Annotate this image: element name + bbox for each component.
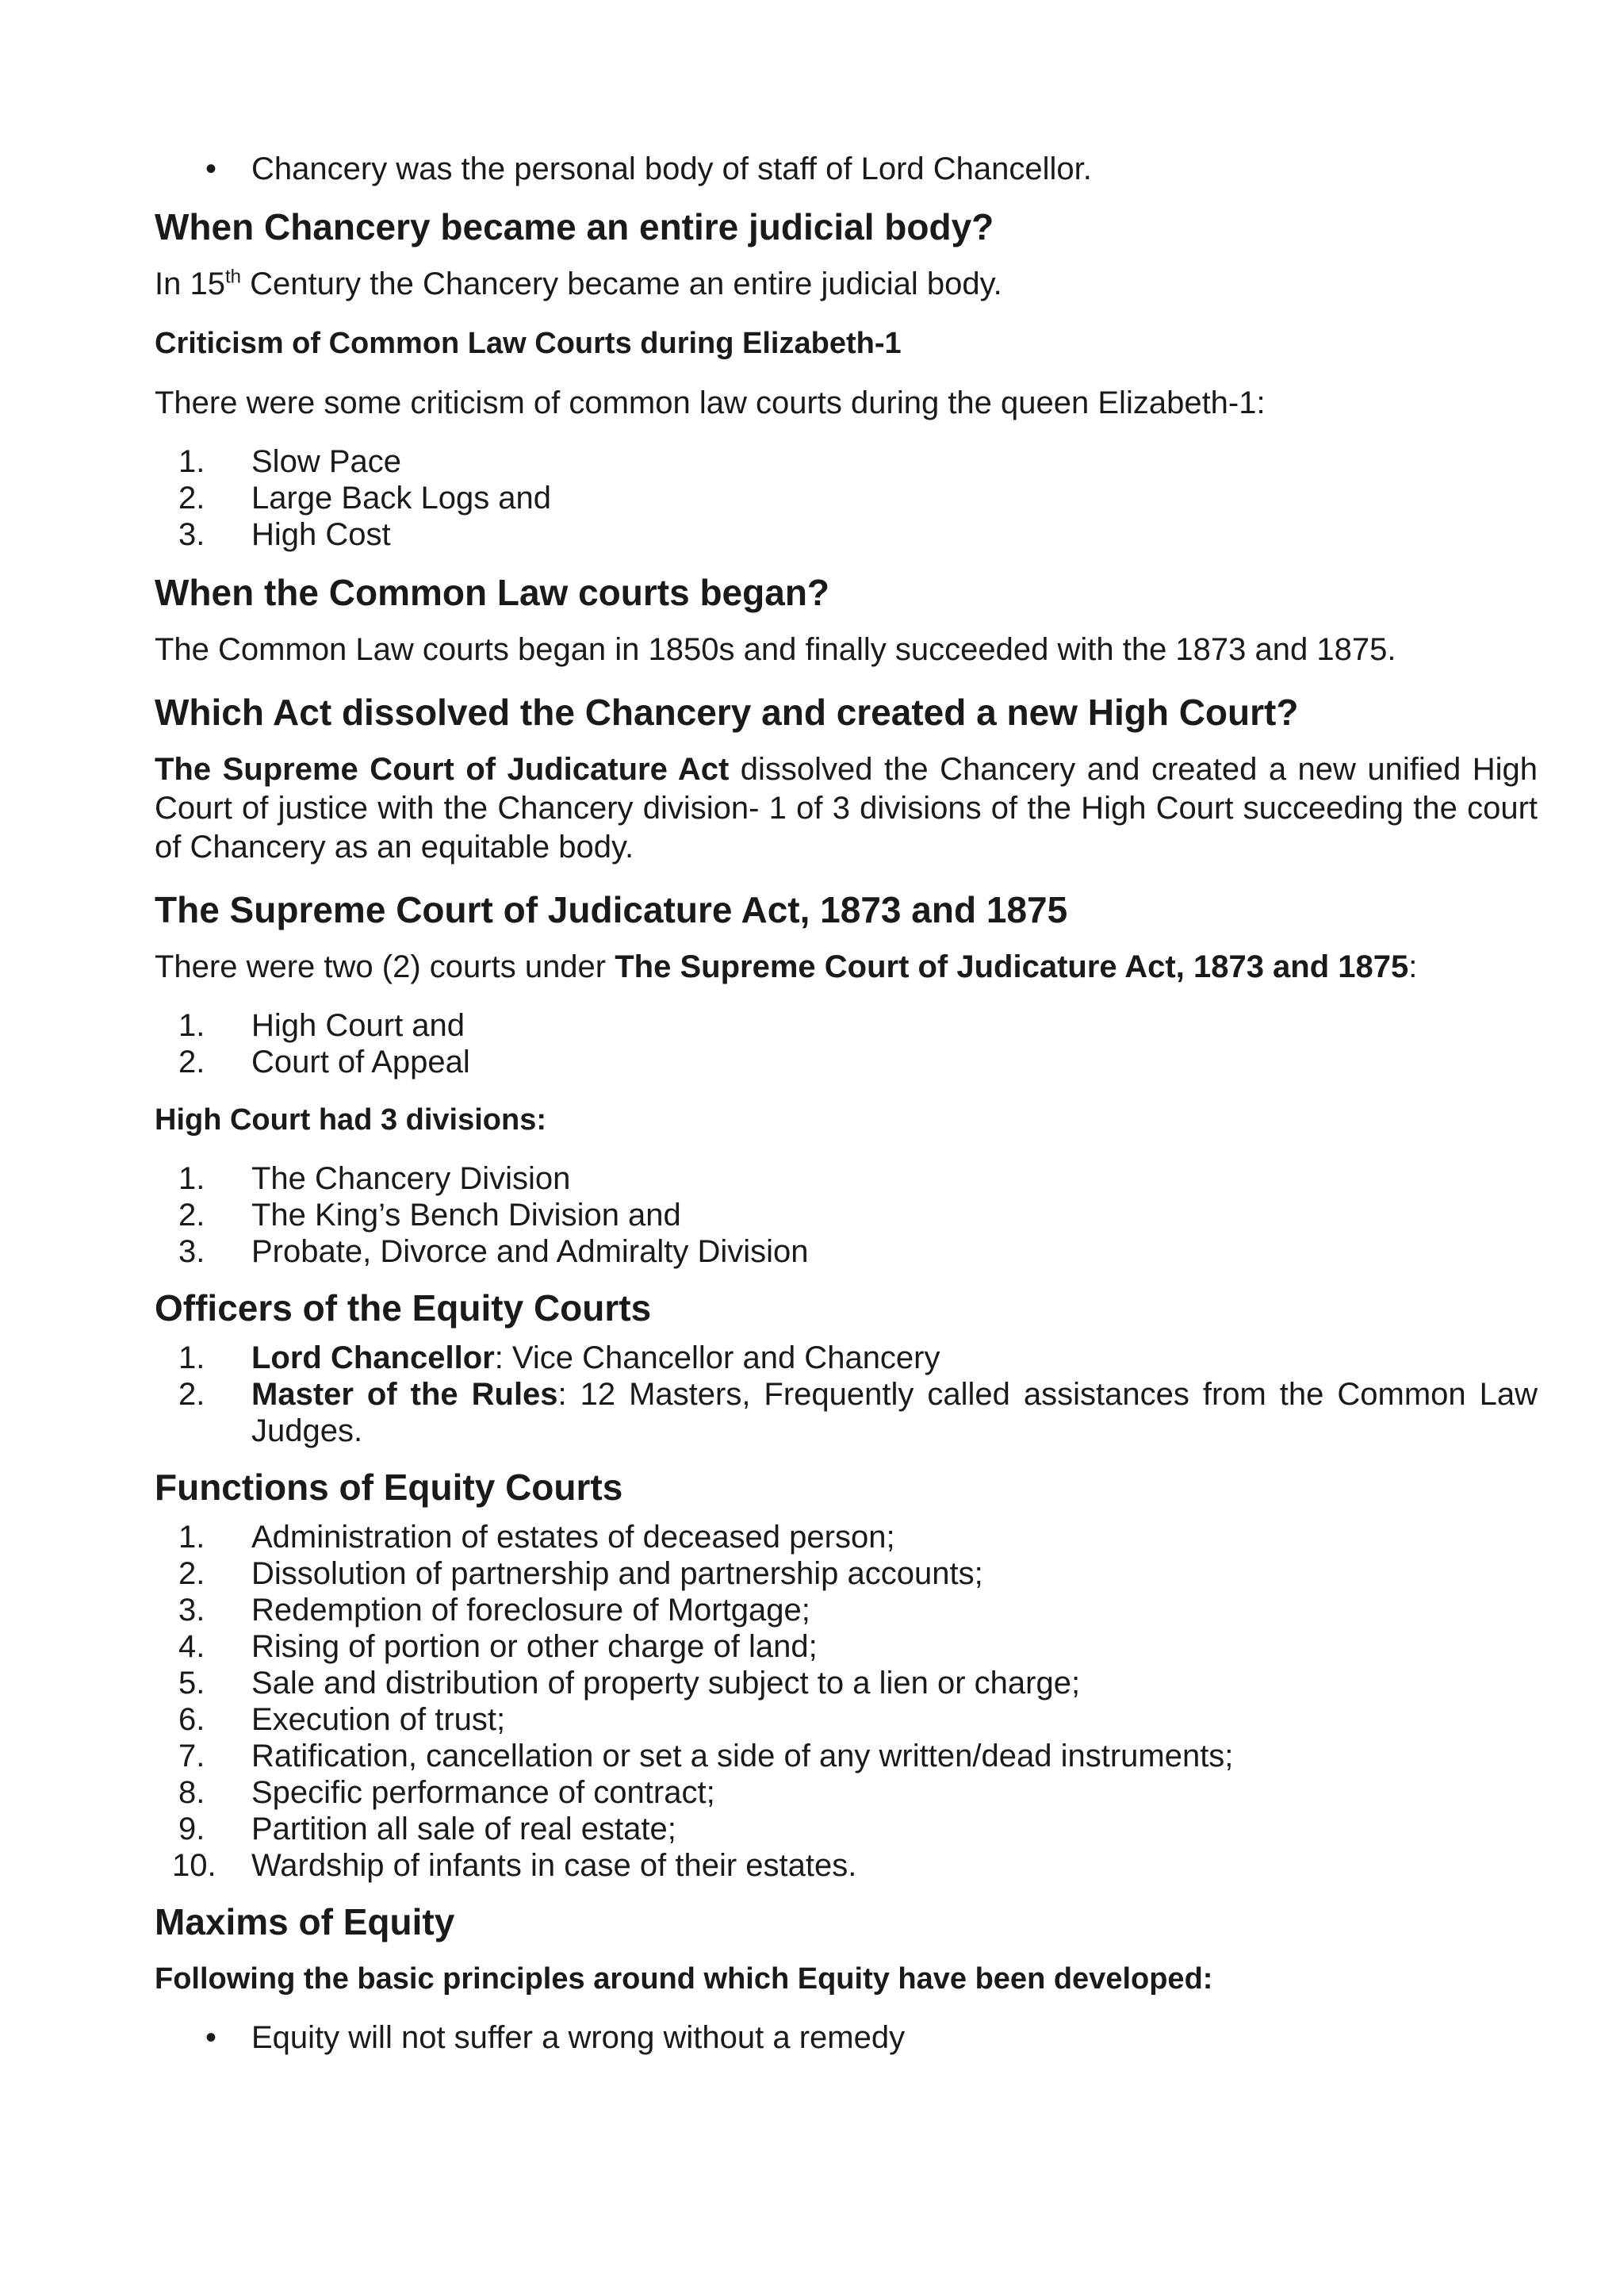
document-page xyxy=(155,151,1538,2076)
paragraph-act-dissolved: The Supreme Court of Judicature Act dissolved the Chancery and created a new unified High Court of justice with the Chancery division- 1 of 3 divisions of the High Court succeeding the court of Chancery as an equitable body. xyxy=(155,752,1538,865)
heading-divisions: High Court had 3 divisions: xyxy=(155,1103,547,1137)
officers-list xyxy=(155,1340,1538,1449)
list-item: 5. Sale and distribution of property subject to a lien or charge; xyxy=(178,1666,1081,1701)
heading-officers: Officers of the Equity Courts xyxy=(155,1287,652,1329)
heading-functions: Functions of Equity Courts xyxy=(155,1467,623,1508)
bullet-icon: • xyxy=(205,2020,217,2055)
list-item: 2. Court of Appeal xyxy=(178,1045,470,1079)
divisions-list xyxy=(155,1160,1538,1270)
list-item: 10. Wardship of infants in case of their estates. xyxy=(172,1848,857,1883)
list-item: • Chancery was the personal body of staff of Lord Chancellor. xyxy=(205,151,1092,186)
heading-chancery-became: When Chancery became an entire judicial body? xyxy=(155,206,994,247)
list-item: 2. Large Back Logs and xyxy=(178,481,552,516)
list-item: 1. The Chancery Division xyxy=(178,1161,571,1196)
paragraph-common-law-began: The Common Law courts began in 1850s and finally succeeded with the 1873 and 1875. xyxy=(155,632,1396,667)
list-item: 2. Dissolution of partnership and partnership accounts; xyxy=(178,1556,983,1591)
courts-list xyxy=(155,1007,1538,1080)
list-item: 1. Administration of estates of deceased person; xyxy=(178,1520,895,1555)
list-item: 3. Redemption of foreclosure of Mortgage; xyxy=(178,1593,810,1628)
heading-maxims: Maxims of Equity xyxy=(155,1901,455,1942)
heading-principles: Following the basic principles around which Equity have been developed: xyxy=(155,1962,1213,1996)
list-item: 9. Partition all sale of real estate; xyxy=(178,1812,676,1846)
list-item: 4. Rising of portion or other charge of land; xyxy=(178,1629,818,1664)
heading-judicature-act: The Supreme Court of Judicature Act, 1873 and 1875 xyxy=(155,889,1068,930)
list-item: 2. The King’s Bench Division and xyxy=(178,1198,681,1233)
list-item: 8. Specific performance of contract; xyxy=(178,1775,715,1810)
list-item: 7. Ratification, cancellation or set a side of any written/dead instruments; xyxy=(178,1739,1234,1773)
heading-common-law-began: When the Common Law courts began? xyxy=(155,572,830,613)
maxims-bullet-list xyxy=(155,2019,1538,2056)
intro-bullet-list xyxy=(155,151,1538,187)
criticism-list xyxy=(155,443,1538,553)
list-item: 2. Master of the Rules: 12 Masters, Frequently called assistances from the Common Law Judges. xyxy=(178,1377,1538,1448)
list-item: 3. High Cost xyxy=(178,517,391,552)
list-item: 1. High Court and xyxy=(178,1008,465,1043)
heading-criticism: Criticism of Common Law Courts during Elizabeth-1 xyxy=(155,327,902,360)
bullet-icon: • xyxy=(205,151,217,186)
list-item: 1. Slow Pace xyxy=(178,444,401,479)
list-item: 1. Lord Chancellor: Vice Chancellor and Chancery xyxy=(178,1340,940,1375)
heading-act-dissolved: Which Act dissolved the Chancery and created a new High Court? xyxy=(155,692,1299,733)
paragraph-judicature-act: There were two (2) courts under The Supreme Court of Judicature Act, 1873 and 1875: xyxy=(155,949,1418,984)
paragraph-criticism: There were some criticism of common law courts during the queen Elizabeth-1: xyxy=(155,385,1266,420)
functions-list xyxy=(155,1519,1538,1884)
list-item: 6. Execution of trust; xyxy=(178,1702,506,1737)
paragraph-chancery-became: In 15th Century the Chancery became an entire judicial body. xyxy=(155,266,1002,301)
list-item: 3. Probate, Divorce and Admiralty Division xyxy=(178,1234,809,1269)
list-item: • Equity will not suffer a wrong without a remedy xyxy=(205,2020,906,2055)
